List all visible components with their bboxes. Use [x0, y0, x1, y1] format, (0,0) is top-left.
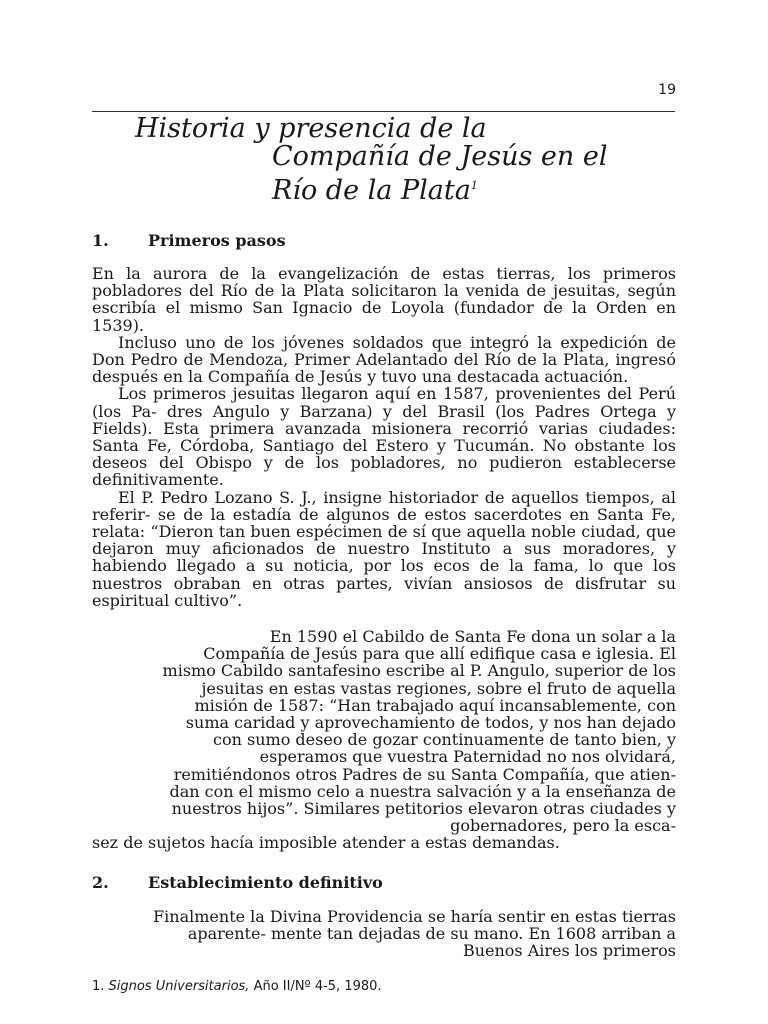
p5-line: suma caridad y aprovechamiento de todos, y nos han dejado	[185, 713, 676, 733]
p5-line: En 1590 el Cabildo de Santa Fe dona un solar a la	[269, 627, 676, 646]
paragraph-1: En la aurora de la evangelización de estas tierras, los primeros pobladores del Río de la Plata solicitaron la venida de jesuitas, según escribía el mismo San Ignacio de Loyola (fundador de la Orden en 1539).	[92, 264, 676, 335]
section-2-heading	[92, 873, 383, 893]
section-2-title: Establecimiento definitivo	[148, 873, 383, 892]
paragraph-5	[92, 628, 676, 852]
p5-line: Compañía de Jesús para que allí edifique casa e iglesia. El	[203, 644, 676, 664]
p5-line: nuestros hijos”. Similares petitorios elevaron otras ciudades y	[171, 799, 676, 819]
header-rule	[92, 111, 675, 112]
footnote-source: Signos Universitarios,	[108, 979, 250, 994]
title-footnote-ref: 1	[470, 179, 478, 192]
section-2-number: 2.	[92, 873, 109, 892]
p5-line: jesuitas en estas vastas regiones, sobre el fruto de aquella	[201, 678, 676, 698]
p5-last-line: sez de sujetos hacía imposible atender a estas demandas.	[92, 833, 560, 853]
p5-line: misión de 1587: “Han trabajado aquí incansablemente, con	[194, 695, 676, 715]
p6-line: aparente- mente tan dejadas de su mano. En 1608 arriban a	[187, 924, 676, 944]
p6-line: Finalmente la Divina Providencia se haría sentir en estas tierras	[153, 907, 676, 926]
title-line-1: Historia y presencia de la	[135, 113, 487, 144]
paragraph-6	[80, 908, 676, 960]
p5-line: gobernadores, pero la esca-	[450, 816, 676, 836]
paragraph-2: Incluso uno de los jóvenes soldados que integró la expedición de Don Pedro de Mendoza, Primer Adelantado del Río de la Plata, ingresó después en la Compañía de Jesús y tuvo una destacada actuación.	[92, 332, 676, 387]
footnote-detail: Año II/Nº 4-5, 1980.	[249, 979, 382, 994]
body-text-block-1	[92, 265, 676, 609]
title-line-2: Compañía de Jesús en el	[272, 141, 608, 172]
p5-line: remitiéndonos otros Padres de su Santa Compañía, que atien-	[173, 764, 676, 784]
footnote	[92, 979, 382, 995]
paragraph-4: El P. Pedro Lozano S. J., insigne historiador de aquellos tiempos, al referir- se de la estadía de algunos de estos sacerdotes en Santa Fe, relata: “Dieron tan buen espécimen de sí que aquella noble ciudad, que dejaron muy aficionados de nuestro Instituto a sus moradores, y habiendo llegado a su noticia, por los ecos de la fama, lo que los nuestros obraban en otras partes, vivían ansiosos de disfrutar su espiritual cultivo”.	[92, 487, 676, 610]
paragraph-3: Los primeros jesuitas llegaron aquí en 1587, provenientes del Perú (los Pa- dres Angulo y Barzana) y del Brasil (los Padres Ortega y Fields). Esta primera avanzada misionera recorrió varias ciudades: Santa Fe, Córdoba, Santiago del Estero y Tucumán. No obstante los deseos del Obispo y de los pobladores, no pudieron establecerse definitivamente.	[92, 384, 676, 490]
p5-line: con sumo deseo de gozar continuamente de tanto bien, y	[213, 730, 676, 750]
section-1-title: Primeros pasos	[148, 231, 286, 250]
p5-line: esperamos que vuestra Paternidad no nos olvidará,	[259, 747, 676, 767]
footnote-number: 1.	[92, 979, 105, 994]
section-1-heading	[92, 231, 286, 251]
p5-line: mismo Cabildo santafesino escribe al P. Angulo, superior de los	[162, 661, 676, 681]
p5-line: dan con el mismo celo a nuestra salvación y a la enseñanza de	[169, 781, 676, 801]
section-1-number: 1.	[92, 231, 109, 250]
page-number: 19	[658, 82, 676, 98]
title-line-3	[272, 171, 478, 205]
title-line-3-text: Río de la Plata	[272, 175, 471, 206]
p6-line: Buenos Aires los primeros	[462, 941, 676, 961]
